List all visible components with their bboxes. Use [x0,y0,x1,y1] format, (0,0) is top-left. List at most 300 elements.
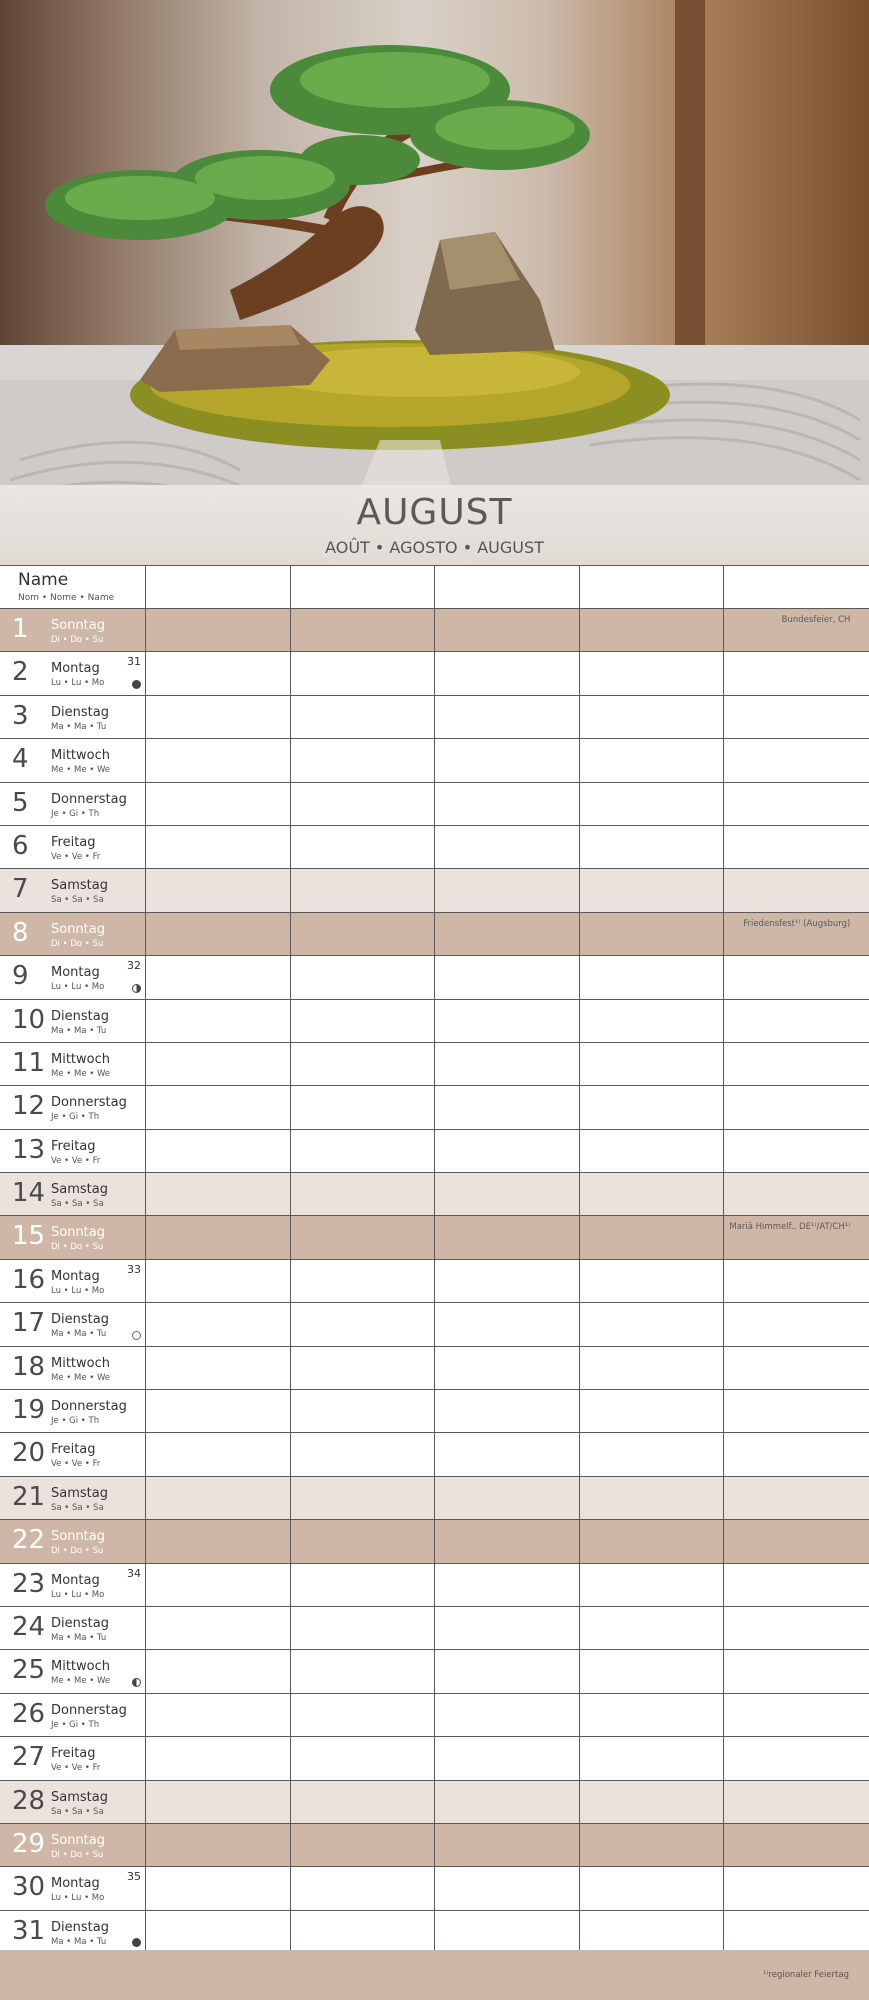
day-abbreviations: Ma • Ma • Tu [51,1025,107,1036]
entry-cell[interactable] [146,1911,291,1953]
day-number: 24 [12,1611,46,1642]
day-number: 14 [12,1178,46,1209]
day-number: 26 [12,1698,46,1729]
day-number: 6 [12,830,29,861]
day-row [0,913,869,956]
day-name: Sonntag [51,921,105,937]
entry-cell[interactable] [435,1216,580,1258]
entry-cell[interactable] [580,696,725,738]
day-label-cell [0,1650,146,1692]
day-row [0,1260,869,1303]
day-abbreviations: Lu • Lu • Mo [51,1285,105,1296]
day-number: 12 [12,1091,46,1122]
day-row [0,1477,869,1520]
day-label-cell [0,652,146,694]
day-rows [0,609,869,1954]
entry-cell[interactable] [291,913,436,955]
entry-cell[interactable] [724,869,868,911]
entry-cell[interactable] [724,1911,868,1953]
entry-cell[interactable] [435,1173,580,1215]
entry-cell[interactable] [435,1520,580,1562]
entry-cell[interactable] [291,1564,436,1606]
day-row [0,1043,869,1086]
holiday-label: Friedensfest¹⁾ (Augsburg) [743,918,851,929]
day-name: Freitag [51,1442,96,1458]
day-abbreviations: Lu • Lu • Mo [51,1893,105,1904]
day-number: 25 [12,1655,46,1686]
day-number: 11 [12,1047,46,1078]
day-label-cell [0,1260,146,1302]
entry-cell[interactable] [146,1260,291,1302]
day-label-cell [0,913,146,955]
day-number: 16 [12,1264,46,1295]
day-label-cell [0,826,146,868]
entry-cell[interactable] [724,1867,868,1909]
day-row [0,783,869,826]
entry-cell[interactable] [146,609,291,651]
day-row [0,1694,869,1737]
entry-cell[interactable] [580,956,725,998]
entry-cell[interactable] [580,1867,725,1909]
month-title: AUGUST [356,492,513,533]
day-abbreviations: Lu • Lu • Mo [51,678,105,689]
day-label-cell [0,1000,146,1042]
entry-cell[interactable] [146,696,291,738]
day-row [0,1433,869,1476]
entry-cell[interactable] [580,1130,725,1172]
moon-phase-new-icon [132,1938,141,1947]
entry-cell[interactable] [146,1650,291,1692]
day-label-cell [0,783,146,825]
day-name: Sonntag [51,1832,105,1848]
entry-cell[interactable] [724,1433,868,1475]
day-number: 20 [12,1438,46,1469]
entry-cell[interactable] [724,1694,868,1736]
entry-cell[interactable] [580,1216,725,1258]
day-abbreviations: Sa • Sa • Sa [51,895,104,906]
entry-cell[interactable] [146,1694,291,1736]
holiday-label: Bundesfeier, CH [781,615,851,625]
day-row [0,652,869,695]
entry-cell[interactable] [435,956,580,998]
entry-cell[interactable] [146,1433,291,1475]
day-name: Montag [51,661,100,677]
entry-cell[interactable] [146,869,291,911]
entry-cell[interactable] [724,1303,868,1345]
day-abbreviations: Ma • Ma • Tu [51,721,107,732]
week-number: 35 [127,1870,141,1884]
day-number: 5 [12,787,29,818]
entry-cell[interactable] [291,609,436,651]
entry-cell[interactable] [146,826,291,868]
entry-cell[interactable] [435,1347,580,1389]
day-row [0,1130,869,1173]
entry-cell[interactable] [724,1737,868,1779]
day-label-cell [0,1607,146,1649]
day-number: 13 [12,1134,46,1165]
entry-cell[interactable] [146,1390,291,1432]
entry-cell[interactable] [435,869,580,911]
day-label-cell [0,956,146,998]
day-name: Freitag [51,834,96,850]
entry-cell[interactable] [580,1650,725,1692]
entry-cell[interactable] [146,1520,291,1562]
day-name: Donnerstag [51,791,127,807]
day-name: Mittwoch [51,1659,110,1675]
day-number: 23 [12,1568,46,1599]
day-abbreviations: Lu • Lu • Mo [51,1589,105,1600]
entry-cell[interactable] [291,696,436,738]
day-name: Donnerstag [51,1095,127,1111]
entry-cell[interactable] [724,956,868,998]
entry-cell[interactable] [580,1694,725,1736]
entry-cell[interactable] [291,1737,436,1779]
entry-cell[interactable] [724,739,868,781]
day-abbreviations: Lu • Lu • Mo [51,982,105,993]
day-name: Mittwoch [51,748,110,764]
entry-cell[interactable] [435,1650,580,1692]
day-name: Montag [51,965,100,981]
entry-cell[interactable] [291,783,436,825]
entry-cell[interactable] [580,1347,725,1389]
day-name: Mittwoch [51,1051,110,1067]
entry-cell[interactable] [435,1911,580,1953]
day-label-cell [0,609,146,651]
name-label: Name [18,570,69,590]
day-name: Mittwoch [51,1355,110,1371]
name-header-cell [0,566,146,608]
entry-cell[interactable] [580,869,725,911]
entry-cell[interactable] [291,1607,436,1649]
entry-cell[interactable] [291,1867,436,1909]
day-abbreviations: Sa • Sa • Sa [51,1199,104,1210]
entry-cell[interactable] [435,739,580,781]
entry-cell[interactable] [435,609,580,651]
day-label-cell [0,1520,146,1562]
entry-cell[interactable] [435,913,580,955]
day-row [0,1911,869,1954]
entry-cell[interactable] [146,1303,291,1345]
entry-cell[interactable] [724,1824,868,1866]
footer-band [0,1950,869,2000]
entry-cell[interactable] [580,1390,725,1432]
entry-cell[interactable] [291,1477,436,1519]
entry-cell[interactable] [580,1737,725,1779]
header-row [0,565,869,609]
day-label-cell [0,869,146,911]
day-abbreviations: Je • Gi • Th [51,1112,100,1123]
day-label-cell [0,1347,146,1389]
entry-cell[interactable] [580,913,725,955]
name-input-1[interactable] [146,566,291,608]
entry-cell[interactable] [724,1043,868,1085]
entry-cell[interactable] [291,1086,436,1128]
entry-cell[interactable] [580,1607,725,1649]
entry-cell[interactable] [580,783,725,825]
entry-cell[interactable] [435,1867,580,1909]
day-abbreviations: Di • Do • Su [51,938,104,949]
entry-cell[interactable] [435,1694,580,1736]
entry-cell[interactable] [724,1260,868,1302]
entry-cell[interactable] [580,1260,725,1302]
day-abbreviations: Di • Do • Su [51,1849,104,1860]
entry-cell[interactable] [146,1173,291,1215]
day-number: 29 [12,1828,46,1859]
entry-cell[interactable] [435,1737,580,1779]
entry-cell[interactable] [580,1086,725,1128]
day-row [0,1650,869,1693]
day-label-cell [0,696,146,738]
day-row [0,1347,869,1390]
day-abbreviations: Ma • Ma • Tu [51,1329,107,1340]
entry-cell[interactable] [435,1086,580,1128]
day-label-cell [0,1130,146,1172]
entry-cell[interactable] [291,1173,436,1215]
entry-cell[interactable] [146,1781,291,1823]
day-name: Sonntag [51,618,105,633]
entry-cell[interactable] [435,1260,580,1302]
name-input-4[interactable] [580,566,725,608]
entry-cell[interactable] [580,1173,725,1215]
day-number: 30 [12,1872,46,1903]
day-abbreviations: Ve • Ve • Fr [51,1763,101,1774]
day-row [0,869,869,912]
day-number: 10 [12,1004,46,1035]
entry-cell[interactable] [435,1043,580,1085]
day-number: 8 [12,917,29,948]
day-name: Donnerstag [51,1702,127,1718]
day-row [0,696,869,739]
entry-cell[interactable] [724,1477,868,1519]
entry-cell[interactable] [291,1260,436,1302]
entry-cell[interactable] [291,1650,436,1692]
entry-cell[interactable] [291,869,436,911]
entry-cell[interactable] [724,696,868,738]
entry-cell[interactable] [435,1564,580,1606]
day-label-cell [0,1303,146,1345]
entry-cell[interactable] [580,1564,725,1606]
entry-cell[interactable] [435,1824,580,1866]
entry-cell[interactable] [724,1390,868,1432]
entry-cell[interactable] [435,1433,580,1475]
day-label-cell [0,1911,146,1953]
entry-cell[interactable] [724,609,868,651]
entry-cell[interactable] [146,1130,291,1172]
entry-cell[interactable] [435,1303,580,1345]
entry-cell[interactable] [146,1477,291,1519]
bonsai-illustration [0,0,869,565]
moon-phase-full-icon [132,1331,141,1340]
day-abbreviations: Ve • Ve • Fr [51,1155,101,1166]
bonsai-photo [0,0,869,565]
entry-cell[interactable] [724,913,868,955]
day-name: Montag [51,1268,100,1284]
entry-cell[interactable] [435,1607,580,1649]
day-label-cell [0,1173,146,1215]
entry-cell[interactable] [580,1824,725,1866]
entry-cell[interactable] [291,1694,436,1736]
entry-cell[interactable] [146,1216,291,1258]
entry-cell[interactable] [291,826,436,868]
entry-cell[interactable] [580,826,725,868]
entry-cell[interactable] [724,826,868,868]
entry-cell[interactable] [291,1520,436,1562]
entry-cell[interactable] [435,1130,580,1172]
day-row [0,1086,869,1129]
day-name: Sonntag [51,1529,105,1545]
entry-cell[interactable] [291,1911,436,1953]
entry-cell[interactable] [724,1173,868,1215]
entry-cell[interactable] [580,1520,725,1562]
day-abbreviations: Ma • Ma • Tu [51,1936,107,1947]
entry-cell[interactable] [580,1781,725,1823]
entry-cell[interactable] [291,1216,436,1258]
entry-cell[interactable] [580,739,725,781]
day-number: 18 [12,1351,46,1382]
week-number: 34 [127,1566,141,1580]
name-input-3[interactable] [435,566,580,608]
entry-cell[interactable] [291,1347,436,1389]
day-row [0,1781,869,1824]
entry-cell[interactable] [435,783,580,825]
name-input-2[interactable] [291,566,436,608]
day-label-cell [0,1043,146,1085]
entry-cell[interactable] [291,1390,436,1432]
entry-cell[interactable] [724,1000,868,1042]
entry-cell[interactable] [580,1303,725,1345]
entry-cell[interactable] [146,1607,291,1649]
day-name: Samstag [51,1485,108,1501]
day-row [0,739,869,782]
day-abbreviations: Ve • Ve • Fr [51,851,101,862]
entry-cell[interactable] [146,1867,291,1909]
entry-cell[interactable] [724,652,868,694]
week-number: 31 [127,655,141,669]
month-subtitle: AOÛT • AGOSTO • AUGUST [325,538,544,557]
entry-cell[interactable] [146,1086,291,1128]
entry-cell[interactable] [435,1000,580,1042]
day-number: 15 [12,1221,46,1252]
day-number: 4 [12,744,29,775]
entry-cell[interactable] [724,1607,868,1649]
entry-cell[interactable] [146,1824,291,1866]
entry-cell[interactable] [724,1781,868,1823]
entry-cell[interactable] [291,1043,436,1085]
entry-cell[interactable] [291,1000,436,1042]
day-row [0,956,869,999]
entry-cell[interactable] [724,1347,868,1389]
day-number: 1 [12,614,29,644]
day-name: Dienstag [51,1008,109,1024]
entry-cell[interactable] [580,652,725,694]
entry-cell[interactable] [291,739,436,781]
day-row [0,1520,869,1563]
entry-cell[interactable] [146,739,291,781]
entry-cell[interactable] [724,783,868,825]
entry-cell[interactable] [580,1043,725,1085]
day-abbreviations: Je • Gi • Th [51,808,100,819]
day-name: Freitag [51,1138,96,1154]
entry-cell[interactable] [724,1564,868,1606]
entry-cell[interactable] [724,1650,868,1692]
day-row [0,1216,869,1259]
day-abbreviations: Me • Me • We [51,1676,111,1687]
day-row [0,1173,869,1216]
moon-phase-last-icon [132,1678,141,1687]
entry-cell[interactable] [435,652,580,694]
day-abbreviations: Sa • Sa • Sa [51,1806,104,1817]
entry-cell[interactable] [580,1433,725,1475]
week-number: 32 [127,959,141,973]
day-label-cell [0,1737,146,1779]
day-name: Samstag [51,1182,108,1198]
day-number: 22 [12,1525,46,1556]
entry-cell[interactable] [291,1303,436,1345]
entry-cell[interactable] [724,1130,868,1172]
entry-cell[interactable] [146,956,291,998]
day-row [0,1607,869,1650]
entry-cell[interactable] [146,1000,291,1042]
entry-cell[interactable] [291,956,436,998]
entry-cell[interactable] [291,1433,436,1475]
name-input-5[interactable] [724,566,868,608]
moon-phase-new-icon [132,680,141,689]
entry-cell[interactable] [146,652,291,694]
entry-cell[interactable] [724,1216,868,1258]
footer-note: ¹⁾regionaler Feiertag [762,1970,849,1980]
entry-cell[interactable] [291,1824,436,1866]
entry-cell[interactable] [146,1564,291,1606]
day-number: 21 [12,1481,46,1512]
day-name: Dienstag [51,1312,109,1328]
entry-cell[interactable] [435,826,580,868]
entry-cell[interactable] [435,1390,580,1432]
entry-cell[interactable] [146,783,291,825]
entry-cell[interactable] [580,1000,725,1042]
day-number: 19 [12,1395,46,1426]
day-label-cell [0,1867,146,1909]
entry-cell[interactable] [291,652,436,694]
day-row [0,1737,869,1780]
day-number: 7 [12,874,29,905]
entry-cell[interactable] [146,913,291,955]
entry-cell[interactable] [724,1086,868,1128]
entry-cell[interactable] [291,1130,436,1172]
entry-cell[interactable] [435,1477,580,1519]
entry-cell[interactable] [724,1520,868,1562]
day-name: Donnerstag [51,1399,127,1415]
day-abbreviations: Je • Gi • Th [51,1719,100,1730]
day-row [0,826,869,869]
entry-cell[interactable] [580,1477,725,1519]
day-number: 17 [12,1308,46,1339]
entry-cell[interactable] [580,1911,725,1953]
entry-cell[interactable] [435,696,580,738]
day-label-cell [0,1694,146,1736]
day-name: Samstag [51,878,108,894]
entry-cell[interactable] [291,1781,436,1823]
entry-cell[interactable] [146,1347,291,1389]
day-label-cell [0,739,146,781]
entry-cell[interactable] [146,1043,291,1085]
day-abbreviations: Ma • Ma • Tu [51,1632,107,1643]
day-name: Dienstag [51,704,109,720]
day-label-cell [0,1781,146,1823]
day-abbreviations: Me • Me • We [51,1068,111,1079]
entry-cell[interactable] [580,609,725,651]
entry-cell[interactable] [435,1781,580,1823]
entry-cell[interactable] [146,1737,291,1779]
